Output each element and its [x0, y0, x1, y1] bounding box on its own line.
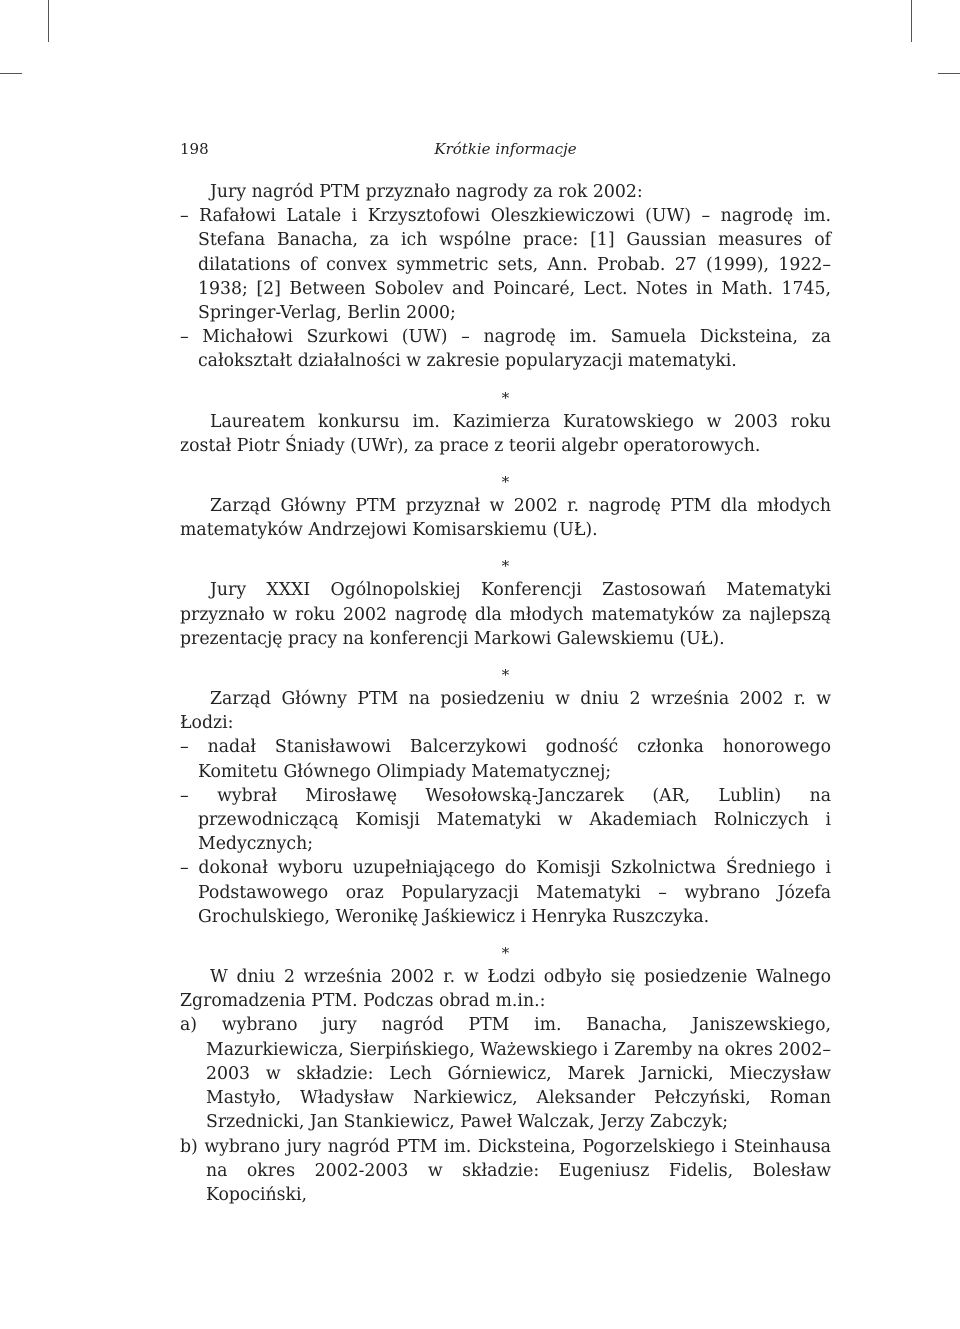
- paragraph-conference: Jury XXXI Ogólnopolskiej Konferencji Zastosowań Matematyki przyznało w roku 2002 nagrodę dla młodych matematyków za najlepszą prezentację pracy na konferencji Markowi Galewskiemu (UŁ).: [180, 580, 831, 649]
- running-title: Krótkie informacje: [434, 140, 577, 158]
- paragraph-jury-intro: Jury nagród PTM przyznało nagrody za rok 2002:: [210, 182, 643, 202]
- section-separator: ∗: [500, 385, 511, 404]
- list-item: – dokonał wyboru uzupełniającego do Komisji Szkolnictwa Średniego i Podstawowego oraz Popularyzacji Matematyki – wybrano Józefa Grochulskiego, Weronikę Jaśkiewicz i Henryka Ruszczyka.: [180, 858, 831, 927]
- crop-mark: [938, 73, 960, 74]
- list-item: b) wybrano jury nagród PTM im. Dicksteina, Pogorzelskiego i Steinhausa na okres 2002-2003 w składzie: Eugeniusz Fidelis, Bolesław Kopociński,: [180, 1136, 831, 1205]
- paragraph-young-prize: Zarząd Główny PTM przyznał w 2002 r. nagrodę PTM dla młodych matematyków Andrzejowi Komisarskiemu (UŁ).: [180, 496, 831, 541]
- list-item: – wybrał Mirosławę Wesołowską-Janczarek (AR, Lublin) na przewodniczącą Komisji Matematyki w Akademiach Rolniczych i Medycznych;: [180, 785, 831, 855]
- page-body: [180, 180, 831, 1207]
- page-number: 198: [180, 140, 209, 158]
- paragraph-kuratowski: Laureatem konkursu im. Kazimierza Kuratowskiego w 2003 roku został Piotr Śniady (UWr), za prace z teorii algebr operatorowych.: [180, 411, 831, 456]
- section-separator: ∗: [500, 941, 511, 960]
- list-item: – nadał Stanisławowi Balcerzykowi godność członka honorowego Komitetu Głównego Olimpiady Matematycznej;: [180, 737, 831, 782]
- list-item: – Michałowi Szurkowi (UW) – nagrodę im. Samuela Dicksteina, za całokształt działalności w zakresie popularyzacji matematyki.: [180, 327, 831, 372]
- section-separator: ∗: [500, 470, 511, 489]
- paragraph-board-intro: Zarząd Główny PTM na posiedzeniu w dniu 2 września 2002 r. w Łodzi:: [180, 689, 831, 734]
- paragraph-assembly-intro: W dniu 2 września 2002 r. w Łodzi odbyło się posiedzenie Walnego Zgromadzenia PTM. Podczas obrad m.in.:: [180, 967, 831, 1012]
- list-item: – Rafałowi Latale i Krzysztofowi Oleszkiewiczowi (UW) – nagrodę im. Stefana Banacha, za ich wspólne prace: [1] Gaussian measures of dilatations of convex symmetric sets, Ann. Probab. 27 (1999), 1922–1938; [2] Between Sobolev and Poincaré, Lect. Notes in Math. 1745, Springer-Verlag, Berlin 2000;: [180, 206, 831, 324]
- list-item: a) wybrano jury nagród PTM im. Banacha, Janiszewskiego, Mazurkiewicza, Sierpińskiego, Ważewskiego i Zaremby na okres 2002–2003 w składzie: Lech Górniewicz, Marek Jarnicki, Mieczysław Mastyło, Władysław Narkiewicz, Aleksander Pełczyński, Roman Srzednicki, Jan Stankiewicz, Paweł Walczak, Jerzy Zabczyk;: [180, 1015, 831, 1133]
- section-separator: ∗: [500, 663, 511, 682]
- section-separator: ∗: [500, 554, 511, 573]
- page-header: [180, 140, 831, 164]
- crop-mark: [911, 0, 912, 42]
- crop-mark: [0, 73, 22, 74]
- crop-mark: [48, 0, 49, 42]
